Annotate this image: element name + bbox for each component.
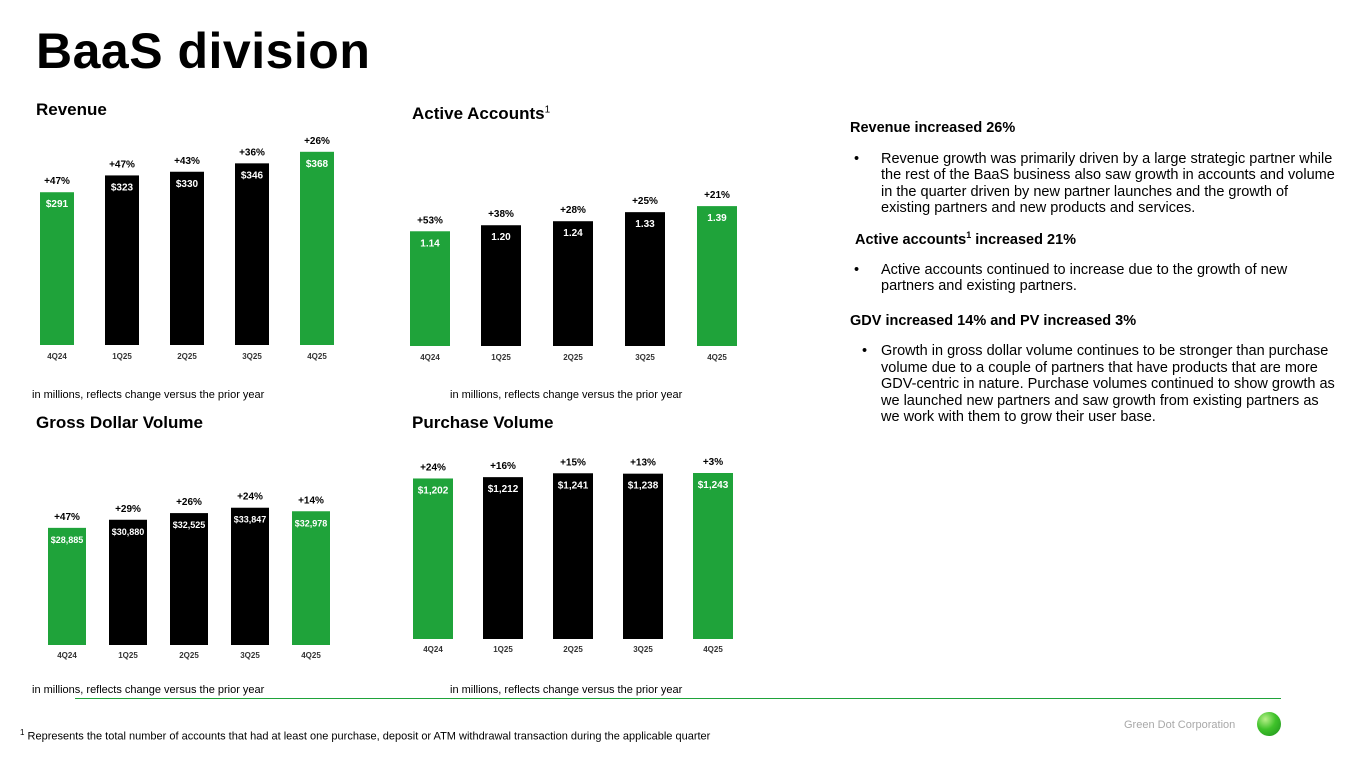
accounts-growth-label: +21% bbox=[704, 190, 730, 202]
accounts-title-footnote-mark: 1 bbox=[544, 104, 551, 116]
revenue-value-label: $346 bbox=[240, 170, 264, 182]
gdv-growth-label: +14% bbox=[298, 495, 324, 507]
revenue-chart-note: in millions, reflects change versus the prior year bbox=[32, 389, 265, 401]
accounts-growth-label: +25% bbox=[632, 196, 658, 208]
revenue-growth-label: +43% bbox=[174, 155, 200, 167]
gdv-chart-title: Gross Dollar Volume bbox=[36, 413, 203, 432]
revenue-growth-label: +47% bbox=[109, 159, 135, 171]
revenue-commentary-bullet: • Revenue growth was primarily driven by a large strategic partner while the rest of the BaaS business also saw growth in accounts and volume in the quarter driven by new partner launches and the growth of existing partners and new products and services. bbox=[854, 150, 1335, 216]
company-name: Green Dot Corporation bbox=[1124, 719, 1236, 731]
pv-value-label: $1,202 bbox=[417, 485, 449, 497]
gdv-growth-label: +24% bbox=[237, 491, 263, 503]
pv-chart-title: Purchase Volume bbox=[412, 413, 554, 432]
accounts-category-label: 3Q25 bbox=[635, 353, 655, 362]
bullet-marker: • bbox=[854, 150, 860, 167]
revenue-commentary bbox=[850, 120, 1340, 217]
accounts-value-label: 1.24 bbox=[563, 228, 583, 240]
gdv-growth-label: +26% bbox=[176, 497, 202, 509]
revenue-category-label: 4Q25 bbox=[307, 352, 327, 361]
revenue-category-label: 2Q25 bbox=[177, 352, 197, 361]
pv-chart-note: in millions, reflects change versus the prior year bbox=[450, 684, 683, 696]
revenue-value-label: $291 bbox=[45, 199, 69, 211]
gdv-category-label: 4Q25 bbox=[301, 651, 321, 660]
pv-value-label: $1,212 bbox=[487, 484, 519, 496]
pv-value-label: $1,238 bbox=[627, 480, 659, 492]
accounts-commentary-heading: Active accounts$^1$ increased 21% bbox=[855, 229, 1077, 248]
pv-growth-label: +15% bbox=[560, 457, 586, 469]
gdv-category-label: 2Q25 bbox=[179, 651, 199, 660]
pv-bar-3Q25 bbox=[623, 474, 663, 639]
gdv-value-label: $28,885 bbox=[50, 534, 84, 545]
pv-category-label: 2Q25 bbox=[563, 645, 583, 654]
pv-category-label: 1Q25 bbox=[493, 645, 513, 654]
pv-category-label: 4Q24 bbox=[423, 645, 443, 654]
pv-bar-4Q24 bbox=[413, 478, 453, 639]
revenue-category-label: 4Q24 bbox=[47, 352, 67, 361]
footer-divider bbox=[75, 698, 1281, 699]
accounts-growth-label: +38% bbox=[488, 209, 514, 221]
accounts-chart-note: in millions, reflects change versus the prior year bbox=[450, 389, 683, 401]
gdv-value-label: $32,978 bbox=[294, 518, 328, 529]
accounts-growth-label: +53% bbox=[417, 215, 443, 227]
footnote: $^1$ Represents the total number of accounts that had at least one purchase, deposit or ATM withdrawal transaction during the applicable quarter bbox=[20, 728, 711, 743]
gdv-category-label: 3Q25 bbox=[240, 651, 260, 660]
pv-bar-2Q25 bbox=[553, 473, 593, 639]
accounts-value-label: 1.33 bbox=[635, 219, 655, 231]
accounts-category-label: 2Q25 bbox=[563, 353, 583, 362]
accounts-chart-title: Active Accounts$^1$ bbox=[412, 104, 551, 123]
pv-growth-label: +16% bbox=[490, 461, 516, 473]
bullet-marker: • bbox=[862, 343, 868, 360]
gdv-value-label: $30,880 bbox=[111, 526, 145, 537]
pv-category-label: 4Q25 bbox=[703, 645, 723, 654]
revenue-growth-label: +26% bbox=[304, 135, 330, 147]
accounts-value-label: 1.39 bbox=[707, 213, 727, 225]
gdv-category-label: 1Q25 bbox=[118, 651, 138, 660]
commentary-panel bbox=[850, 120, 1340, 436]
revenue-growth-label: +36% bbox=[239, 147, 265, 159]
revenue-value-label: $330 bbox=[175, 178, 199, 190]
accounts-value-label: 1.20 bbox=[491, 232, 511, 244]
accounts-category-label: 1Q25 bbox=[491, 353, 511, 362]
gdv-growth-label: +47% bbox=[54, 511, 80, 523]
revenue-value-label: $323 bbox=[110, 182, 134, 194]
gdv-value-label: $32,525 bbox=[172, 520, 206, 531]
gdv-commentary-heading: GDV increased 14% and PV increased 3% bbox=[850, 312, 1137, 329]
gdv-category-label: 4Q24 bbox=[57, 651, 77, 660]
gdv-chart-note: in millions, reflects change versus the prior year bbox=[32, 684, 265, 696]
revenue-chart-title: Revenue bbox=[36, 100, 107, 119]
bullet-marker: • bbox=[854, 261, 860, 278]
green-dot-logo-icon bbox=[1257, 712, 1281, 736]
accounts-growth-label: +28% bbox=[560, 205, 586, 217]
accounts-category-label: 4Q24 bbox=[420, 353, 440, 362]
gdv-commentary-bullet: • Growth in gross dollar volume continues to be stronger than purchase volume due to a couple of partners that have products that are more GDV-centric in nature. Purchase volumes continued to show growth as we launched new partners and saw growth from existing partners as we work with them to grow their user base. bbox=[862, 343, 1335, 426]
revenue-value-label: $368 bbox=[305, 158, 329, 170]
revenue-growth-label: +47% bbox=[44, 176, 70, 188]
revenue-category-label: 3Q25 bbox=[242, 352, 262, 361]
revenue-category-label: 1Q25 bbox=[112, 352, 132, 361]
pv-bar-1Q25 bbox=[483, 477, 523, 639]
pv-value-label: $1,243 bbox=[697, 480, 729, 491]
accounts-category-label: 4Q25 bbox=[707, 353, 727, 362]
gdv-value-label: $33,847 bbox=[233, 514, 267, 525]
pv-value-label: $1,241 bbox=[557, 480, 589, 492]
gdv-commentary bbox=[850, 313, 1340, 426]
accounts-commentary-bullet: • Active accounts continued to increase due to the growth of new partners and existing partners. bbox=[854, 261, 1288, 295]
accounts-commentary bbox=[850, 227, 1340, 295]
pv-category-label: 3Q25 bbox=[633, 645, 653, 654]
revenue-commentary-heading: Revenue increased 26% bbox=[850, 120, 1016, 136]
pv-growth-label: +3% bbox=[702, 457, 724, 468]
pv-bar-4Q25 bbox=[693, 473, 733, 639]
accounts-value-label: 1.14 bbox=[420, 238, 440, 250]
page-title: BaaS division bbox=[36, 23, 371, 79]
pv-growth-label: +24% bbox=[420, 462, 446, 474]
pv-growth-label: +13% bbox=[630, 457, 656, 469]
gdv-growth-label: +29% bbox=[115, 503, 141, 515]
